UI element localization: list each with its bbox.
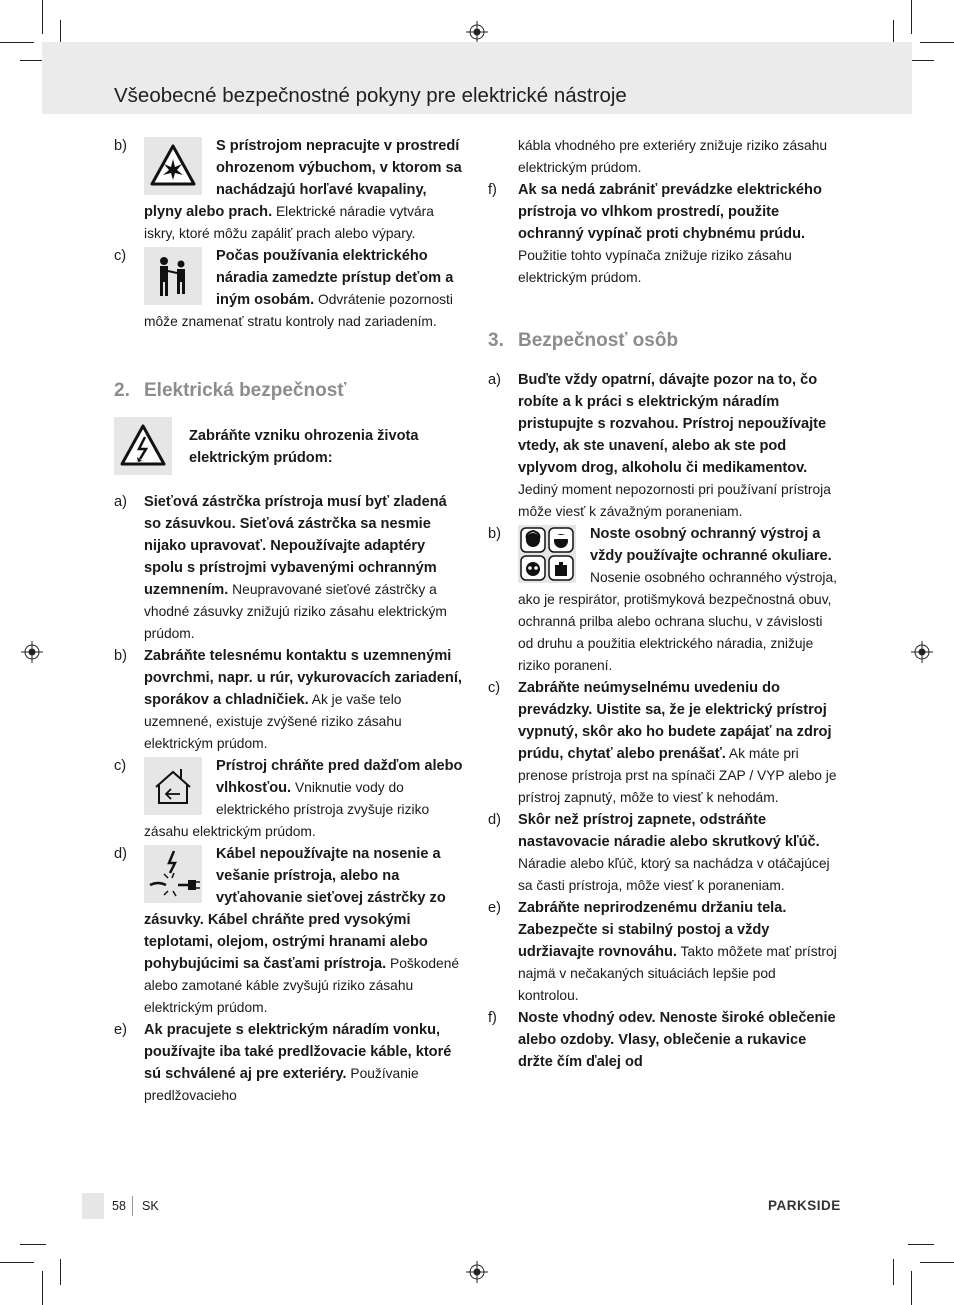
crop-mark — [908, 1244, 934, 1245]
protective-equipment-icon — [518, 525, 576, 583]
item-text: Takto môžete mať prístroj najmä v nečakaných situáciách lepšie pod kontrolou. — [518, 944, 837, 1003]
crop-mark — [911, 1271, 912, 1305]
item-text: Používanie predlžovacieho — [144, 1066, 419, 1103]
crop-mark — [0, 42, 34, 43]
item-label: c) — [488, 680, 501, 696]
keep-children-away-icon — [144, 247, 202, 305]
item-label: f) — [488, 182, 497, 198]
item-label: a) — [488, 372, 501, 388]
list-item — [114, 755, 466, 843]
warning-box — [114, 417, 466, 473]
item-bold-text: S prístrojom nepracujte v prostredí ohrozenom výbuchom, v ktorom sa nachádzajú horľavé kvapaliny, plyny alebo prach. — [144, 138, 462, 220]
list-item — [114, 645, 466, 755]
section-number: 2. — [114, 380, 130, 401]
item-label: e) — [488, 900, 501, 916]
list-item — [114, 1019, 466, 1107]
item-label: b) — [488, 526, 501, 542]
item-label: c) — [114, 758, 127, 774]
crop-mark — [920, 42, 954, 43]
item-bold-text: Skôr než prístroj zapnete, odstráňte nastavovacie náradie alebo skrutkový kľúč. — [518, 812, 820, 850]
list-item — [488, 677, 840, 809]
crop-mark — [893, 1259, 894, 1285]
item-bold-text: Buďte vždy opatrní, dávajte pozor na to, čo robíte a k práci s elektrickým náradím pristupujte s rozvahou. Prístroj nepoužívajte vtedy, ak ste unavení, alebo ak ste pod vplyvom drog, alkoholu či medikamentov. — [518, 372, 827, 476]
item-text: Jediný moment nepozornosti pri používaní prístroja môže viesť k závažným poraneniam. — [518, 482, 831, 519]
item-bold-text: Zabráňte telesnému kontaktu s uzemnenými povrchmi, napr. u rúr, vykurovacích zariadení, sporákov a chladničiek. — [144, 648, 462, 708]
item-text: Použitie tohto vypínača znižuje riziko zásahu elektrickým prúdom. — [518, 248, 792, 285]
crop-mark — [20, 1244, 46, 1245]
section-title: Elektrická bezpečnosť — [144, 380, 347, 401]
page-number: 58 — [112, 1199, 126, 1213]
footer-divider — [132, 1196, 133, 1216]
crop-mark — [911, 0, 912, 34]
registration-mark-icon — [21, 641, 43, 663]
item-text: Vniknutie vody do elektrického prístroja zvyšuje riziko zásahu elektrickým prúdom. — [144, 780, 430, 839]
item-text: Odvrátenie pozornosti môže znamenať stratu kontroly nad zariadením. — [144, 292, 453, 329]
item-bold-text: Ak pracujete s elektrickým náradím vonku, používajte iba také predlžovacie káble, ktoré sú schválené aj pre exteriéry. — [144, 1022, 452, 1082]
crop-mark — [0, 1262, 34, 1263]
list-item — [114, 245, 466, 333]
item-text: Nosenie osobného ochranného výstroja, ako je respirátor, protišmyková bezpečnostná obuv, ochranná prilba alebo ochrana sluchu, v závislosti od druhu a použitia elektrického náradia, znižuje riziko poranení. — [518, 570, 837, 673]
item-label: d) — [114, 846, 127, 862]
item-bold-text: Ak sa nedá zabrániť prevádzke elektrického prístroja vo vlhkom prostredí, použite ochranný vypínač proti chybnému prúdu. — [518, 182, 822, 242]
crop-mark — [42, 1271, 43, 1305]
left-column — [114, 135, 466, 1107]
item-text: Ak máte pri prenose prístroja prst na spínači ZAP / VYP alebo je prístroj zapnutý, môže to viesť k nehodám. — [518, 746, 837, 805]
item-label: a) — [114, 494, 127, 510]
item-label: f) — [488, 1010, 497, 1026]
crop-mark — [60, 1259, 61, 1285]
item-text: Poškodené alebo zamotané káble zvyšujú riziko zásahu elektrickým prúdom. — [144, 956, 460, 1015]
list-item — [114, 843, 466, 1019]
registration-mark-icon — [911, 641, 933, 663]
item-bold-text: Kábel nepoužívajte na nosenie a vešanie prístroja, alebo na vyťahovanie sieťovej zástrčky zo zásuvky. Kábel chráňte pred vysokými teplotami, olejom, ostrými hranami alebo pohybujúcimi sa časťami prístroja. — [144, 846, 446, 972]
crop-mark — [42, 0, 43, 34]
language-code: SK — [142, 1199, 159, 1213]
warning-text: Zabráňte vzniku ohrozenia života elektrickým prúdom: — [189, 428, 419, 466]
brand-logo: PARKSIDE — [768, 1198, 841, 1213]
item-bold-text: Počas používania elektrického náradia zamedzte prístup deťom a iným osobám. — [216, 248, 454, 308]
item-bold-text: Sieťová zástrčka prístroja musí byť zladená so zásuvkou. Sieťová zástrčka sa nesmie nijako upravovať. Nepoužívajte adaptéry spolu s prístrojmi vybavenými ochranným uzemnením. — [144, 494, 447, 598]
crop-mark — [920, 1262, 954, 1263]
item-text: kábla vhodného pre exteriéry znižuje riziko zásahu elektrickým prúdom. — [518, 138, 828, 175]
item-label: d) — [488, 812, 501, 828]
damaged-cable-icon — [144, 845, 202, 903]
section-heading — [114, 379, 466, 403]
list-item — [488, 1007, 840, 1073]
explosion-hazard-icon — [144, 137, 202, 195]
electric-shock-warning-icon — [114, 417, 172, 475]
item-label: b) — [114, 648, 127, 664]
item-text: Elektrické náradie vytvára iskry, ktoré môžu zapáliť prach alebo výpary. — [144, 204, 434, 241]
list-item — [488, 179, 840, 289]
protect-from-rain-icon — [144, 757, 202, 815]
page-title: Všeobecné bezpečnostné pokyny pre elektrické nástroje — [114, 84, 627, 107]
right-column — [488, 135, 840, 1073]
footer-page-box — [82, 1193, 104, 1219]
item-text: Ak je vaše telo uzemnené, existuje zvýšené riziko zásahu elektrickým prúdom. — [144, 692, 402, 751]
item-bold-text: Zabráňte neprirodzenému držaniu tela. Zabezpečte si stabilný postoj a vždy udržiavajte rovnováhu. — [518, 900, 787, 960]
section-heading — [488, 329, 840, 353]
list-item-continued — [488, 135, 840, 179]
section-number: 3. — [488, 330, 504, 351]
section-title: Bezpečnosť osôb — [518, 330, 679, 351]
list-item — [488, 369, 840, 523]
item-bold-text: Noste vhodný odev. Nenoste široké oblečenie alebo ozdoby. Vlasy, oblečenie a rukavice držte čím ďalej od — [518, 1010, 836, 1070]
item-text: Neupravované sieťové zástrčky a vhodné zásuvky znižujú riziko zásahu elektrickým prúdom. — [144, 582, 447, 641]
item-bold-text: Zabráňte neúmyselnému uvedeniu do prevádzky. Uistite sa, že je elektrický prístroj vypnutý, skôr ako ho budete zapájať na zdroj prúdu, chytať alebo prenášať. — [518, 680, 832, 762]
list-item — [114, 491, 466, 645]
item-label: e) — [114, 1022, 127, 1038]
list-item — [114, 135, 466, 245]
item-label: b) — [114, 138, 127, 154]
item-bold-text: Prístroj chráňte pred dažďom alebo vlhkosťou. — [216, 758, 463, 796]
item-text: Náradie alebo kľúč, ktorý sa nachádza v otáčajúcej sa časti prístroja, môže viesť k poraneniam. — [518, 856, 830, 893]
item-label: c) — [114, 248, 127, 264]
registration-mark-icon — [466, 21, 488, 43]
list-item — [488, 897, 840, 1007]
list-item — [488, 809, 840, 897]
registration-mark-icon — [466, 1261, 488, 1283]
list-item — [488, 523, 840, 677]
item-bold-text: Noste osobný ochranný výstroj a vždy používajte ochranné okuliare. — [590, 526, 832, 564]
